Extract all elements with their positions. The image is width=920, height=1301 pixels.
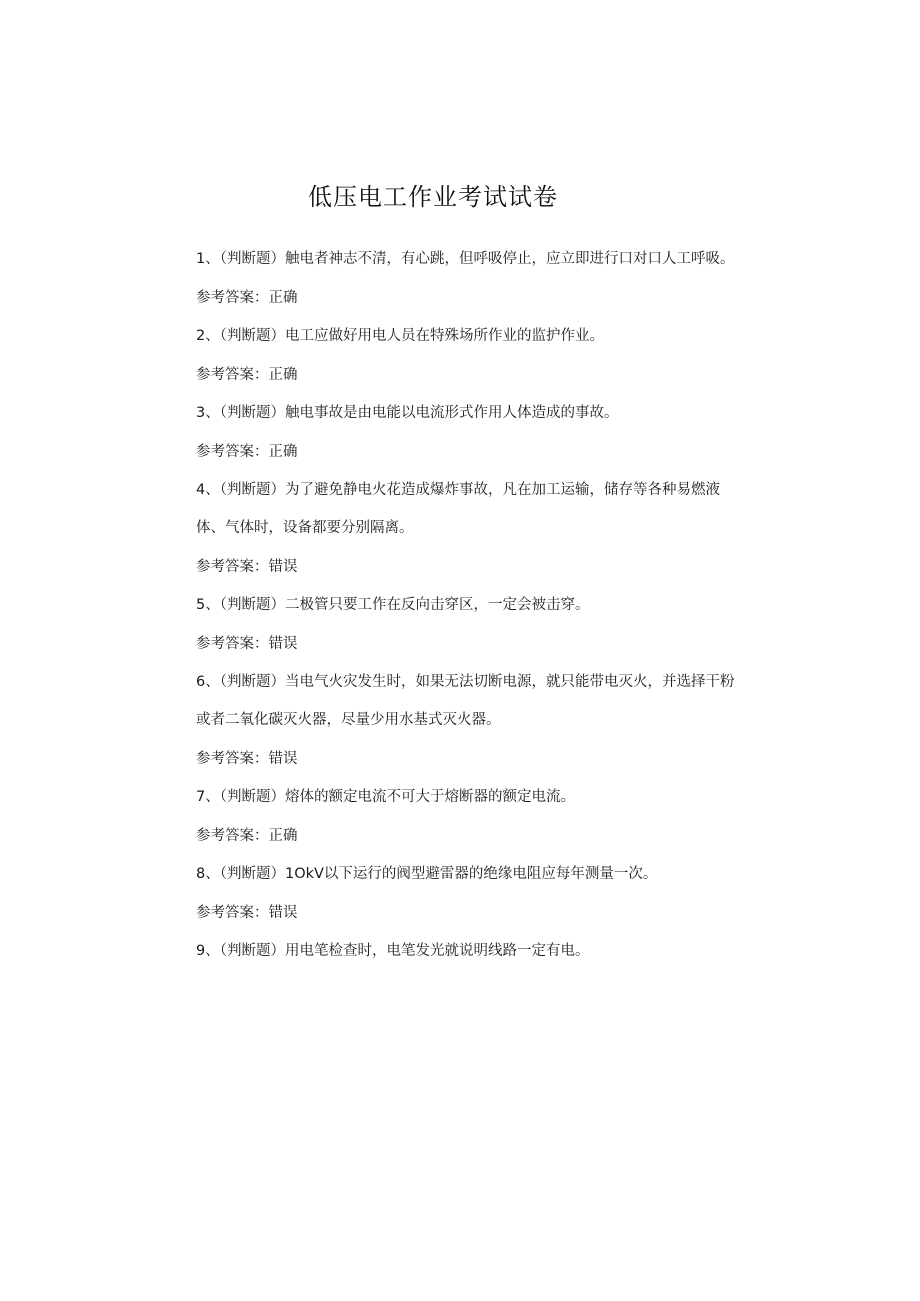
answer-7: 参考答案：正确 — [196, 828, 298, 844]
question-1: 1、（判断题）触电者神志不清，有心跳，但呼吸停止，应立即进行口对口人工呼吸。 — [196, 251, 735, 267]
answer-5: 参考答案：错误 — [196, 636, 298, 652]
question-6: 6、（判断题）当电气火灾发生时，如果无法切断电源，就只能带电灭火，并选择干粉或者二氧化碳灭火器，尽量少用水基式灭火器。 — [196, 674, 735, 728]
answer-8: 参考答案：错误 — [196, 905, 298, 921]
question-list — [196, 240, 736, 970]
answer-2: 参考答案：正确 — [196, 367, 298, 383]
answer-4: 参考答案：错误 — [196, 559, 298, 575]
question-5: 5、（判断题）二极管只要工作在反向击穿区，一定会被击穿。 — [196, 597, 590, 613]
question-4: 4、（判断题）为了避免静电火花造成爆炸事故，凡在加工运输，储存等各种易燃液体、气体时，设备都要分别隔离。 — [196, 482, 720, 536]
question-9: 9、（判断题）用电笔检查时，电笔发光就说明线路一定有电。 — [196, 943, 590, 959]
answer-1: 参考答案：正确 — [196, 290, 298, 306]
answer-6: 参考答案：错误 — [196, 751, 298, 767]
answer-3: 参考答案：正确 — [196, 444, 298, 460]
question-8: 8、（判断题）1OkV以下运行的阀型避雷器的绝缘电阻应每年测量一次。 — [196, 866, 658, 882]
page-title: 低压电工作业考试试卷 — [308, 183, 558, 211]
question-7: 7、（判断题）熔体的额定电流不可大于熔断器的额定电流。 — [196, 789, 575, 805]
question-2: 2、（判断题）电工应做好用电人员在特殊场所作业的监护作业。 — [196, 328, 604, 344]
question-3: 3、（判断题）触电事故是由电能以电流形式作用人体造成的事故。 — [196, 405, 619, 421]
